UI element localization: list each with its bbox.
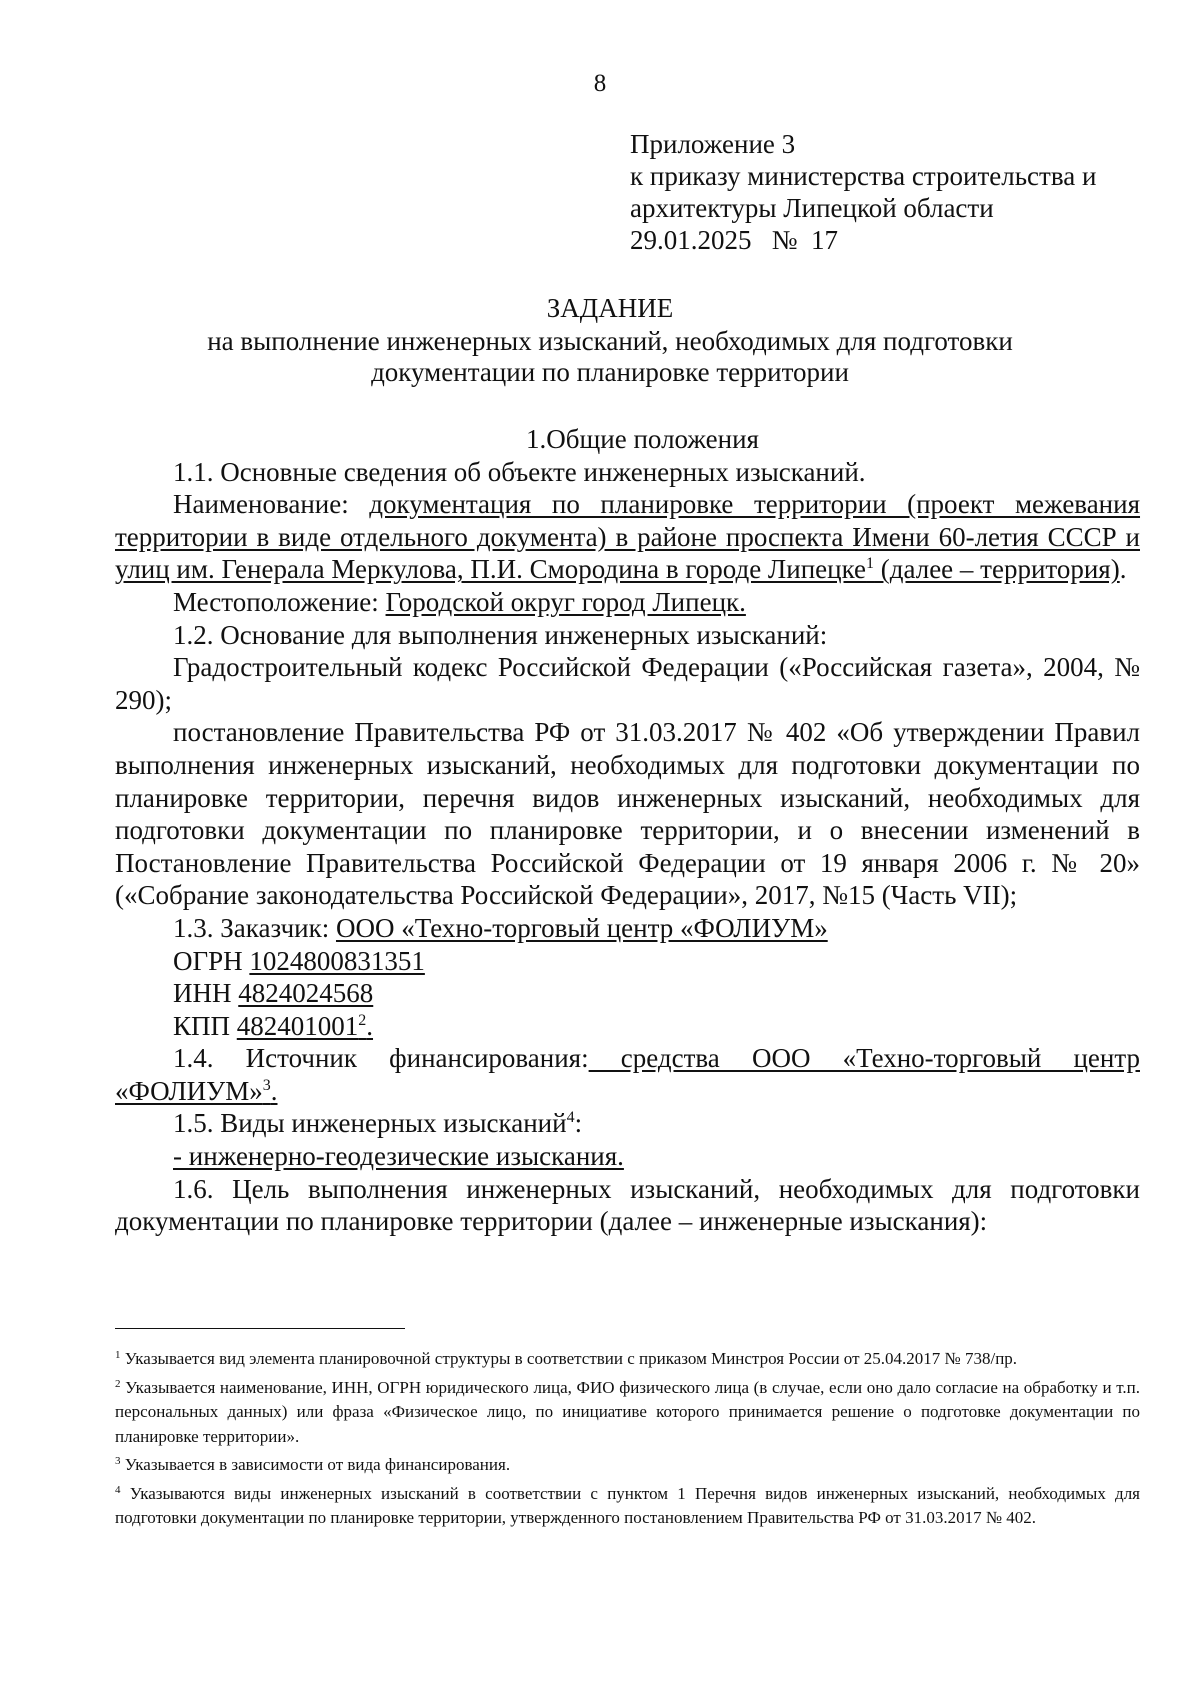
inn-label: ИНН — [173, 978, 239, 1009]
paragraph-1-1: 1.1. Основные сведения об объекте инженерных изысканий. — [173, 456, 866, 487]
paragraph-inn — [115, 977, 1140, 1010]
appendix-line-2: к приказу министерства строительства и — [630, 161, 1097, 191]
footnote-ref-3[interactable]: 3 — [262, 1076, 271, 1094]
customer-label: 1.3. Заказчик: — [173, 912, 336, 943]
types-value: - инженерно-геодезические изыскания. — [173, 1141, 624, 1172]
kpp-label: КПП — [173, 1010, 237, 1041]
paragraph-kpp — [115, 1010, 1140, 1043]
basis-item-1: Градостроительный кодекс Российской Федерации («Российская газета», 2004, № 290); — [115, 652, 1140, 715]
footnote-ref-1[interactable]: 1 — [866, 555, 875, 573]
paragraph-ogrn — [115, 945, 1140, 978]
document-subtitle-2: документации по планировке территории — [371, 357, 849, 387]
paragraph-name: Наименование: документация по планировке территории (проект межевания территории в виде отдельного документа) в районе проспекта Имени 60-летия СССР и улиц им. Генерала Меркулова, П.И. Смородина в городе Липецке$^1$ (далее – территория). — [115, 489, 1141, 585]
paragraph-customer — [115, 912, 1140, 945]
page-number: 8 — [593, 70, 607, 97]
inn-value: 4824024568 — [238, 978, 374, 1009]
footnote-separator — [115, 1328, 405, 1329]
document-subtitle-1: на выполнение инженерных изысканий, необходимых для подготовки — [207, 326, 1013, 356]
ogrn-value: 1024800831351 — [249, 945, 425, 976]
ogrn-label: ОГРН — [173, 945, 250, 976]
kpp-value: 482401001$^2$. — [236, 1010, 374, 1041]
customer-value: ООО «Техно-торговый центр «ФОЛИУМ» — [335, 912, 828, 943]
footnote-3: $^3$ Указывается в зависимости от вида финансирования. — [115, 1455, 511, 1474]
footnotes — [115, 1343, 1140, 1531]
appendix-line-1: Приложение 3 — [630, 129, 796, 159]
name-value: документация по планировке территории (проект межевания территории в виде отдельного документа) в районе проспекта Имени 60-летия СССР и улиц им. Генерала Меркулова, П.И. Смородина в городе Липецке$^1$ (далее – территория) — [115, 489, 1141, 585]
paragraph-types-value — [115, 1140, 1140, 1173]
appendix-line-3: архитектуры Липецкой области — [630, 193, 994, 223]
footnote-ref-4[interactable]: 4 — [566, 1109, 575, 1127]
document-body — [115, 423, 1140, 1238]
types-label: 1.5. Виды инженерных изысканий — [173, 1108, 567, 1139]
footnote-4: $^4$ Указываются виды инженерных изысканий в соответствии с пунктом 1 Перечня видов инженерных изысканий, необходимых для подготовки документации по планировке территории, утвержденного постановлением Правительства РФ от 31.03.2017 № 402. — [115, 1483, 1140, 1527]
funding-label: 1.4. Источник финансирования: — [173, 1043, 589, 1074]
appendix-block — [630, 128, 1096, 256]
appendix-line-4: 29.01.2025 № 17 — [630, 225, 839, 255]
name-label: Наименование: — [173, 489, 370, 520]
section-heading: 1.Общие положения — [526, 424, 759, 454]
funding-value: средства ООО «Техно-торговый центр «ФОЛИУМ»$^3$. — [115, 1043, 1140, 1106]
paragraph-1-2: 1.2. Основание для выполнения инженерных изысканий: — [173, 619, 828, 650]
basis-item-2: постановление Правительства РФ от 31.03.2017 № 402 «Об утверждении Правил выполнения инженерных изысканий, необходимых для подготовки документации по планировке территории, перечня видов инженерных изысканий, необходимых для подготовки документации по планировке территории, и о внесении изменений в Постановление Правительства Российской Федерации от 19 января 2006 г. № 20» («Собрание законодательства Российской Федерации», 2017, №15 (Часть VII); — [115, 717, 1140, 911]
paragraph-location — [115, 586, 1140, 619]
location-label: Местоположение: — [173, 586, 386, 617]
footnote-1: $^1$ Указывается вид элемента планировочной структуры в соответствии с приказом Минстроя России от 25.04.2017 № 738/пр. — [115, 1349, 1018, 1368]
footnote-ref-2[interactable]: 2 — [358, 1011, 367, 1029]
paragraph-funding — [115, 1042, 1140, 1107]
paragraph-types: 1.5. Виды инженерных изысканий$^4$: — [173, 1108, 583, 1139]
document-title: ЗАДАНИЕ — [546, 293, 674, 323]
footnote-2: $^2$ Указывается наименование, ИНН, ОГРН юридического лица, ФИО физического лица (в случае, если оно дало согласие на обработку и т.п. персональных данных) или фраза «Физическое лицо, по инициативе которого принимается решение о подготовке документации по планировке территории». — [115, 1377, 1140, 1446]
paragraph-1-6: 1.6. Цель выполнения инженерных изысканий, необходимых для подготовки документации по планировке территории (далее – инженерные изыскания): — [115, 1173, 1140, 1237]
location-value: Городской округ город Липецк. — [385, 586, 746, 617]
